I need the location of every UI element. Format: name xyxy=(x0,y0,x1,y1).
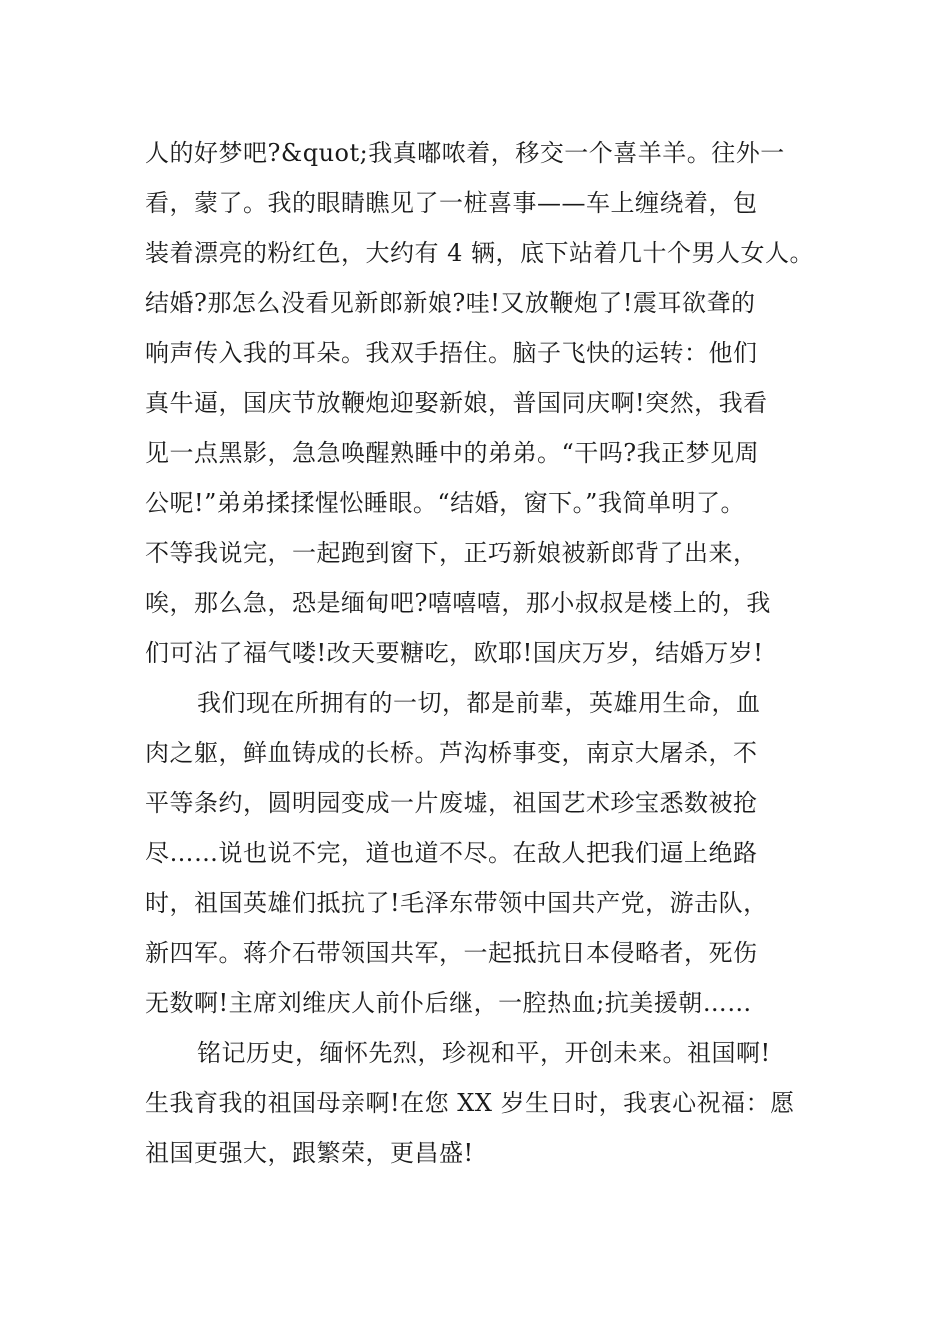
text-line: 我们现在所拥有的一切，都是前辈，英雄用生命，血 xyxy=(197,689,761,717)
text-line: 生我育我的祖国母亲啊!在您 XX 岁生日时，我衷心祝福：愿 xyxy=(145,1089,795,1117)
paragraph-2 xyxy=(145,678,825,1028)
text-line: 真牛逼，国庆节放鞭炮迎娶新娘，普国同庆啊!突然，我看 xyxy=(145,389,768,417)
text-line: 响声传入我的耳朵。我双手捂住。脑子飞快的运转：他们 xyxy=(145,339,758,367)
text-line: 平等条约，圆明园变成一片废墟，祖国艺术珍宝悉数被抢 xyxy=(145,789,758,817)
text-line: 无数啊!主席刘维庆人前仆后继，一腔热血;抗美援朝…… xyxy=(145,989,752,1017)
text-line: 人的好梦吧?&quot;我真嘟哝着，移交一个喜羊羊。往外一 xyxy=(145,139,785,167)
text-line: 装着漂亮的粉红色，大约有 4 辆，底下站着几十个男人女人。 xyxy=(145,239,815,267)
text-line: 唉，那么急，恐是缅甸吧?嘻嘻嘻，那小叔叔是楼上的，我 xyxy=(145,589,771,617)
text-line: 们可沾了福气喽!改天要糖吃，欧耶!国庆万岁，结婚万岁! xyxy=(145,639,764,667)
document-body xyxy=(145,128,825,1178)
text-line: 尽……说也说不完，道也道不尽。在敌人把我们逼上绝路 xyxy=(145,839,758,867)
text-line: 见一点黑影，急急唤醒熟睡中的弟弟。“干吗?我正梦见周 xyxy=(145,439,760,467)
text-line: 公呢!”弟弟揉揉惺忪睡眼。“结婚，窗下。”我简单明了。 xyxy=(145,489,745,517)
paragraph-1 xyxy=(145,128,825,678)
text-line: 结婚?那怎么没看见新郎新娘?哇!又放鞭炮了!震耳欲聋的 xyxy=(145,289,756,317)
text-line: 肉之躯，鲜血铸成的长桥。芦沟桥事变，南京大屠杀，不 xyxy=(145,739,758,767)
text-line: 时，祖国英雄们抵抗了!毛泽东带领中国共产党，游击队， xyxy=(145,889,768,917)
text-line: 新四军。蒋介石带领国共军，一起抵抗日本侵略者，死伤 xyxy=(145,939,758,967)
text-line: 不等我说完，一起跑到窗下，正巧新娘被新郎背了出来， xyxy=(145,539,758,567)
paragraph-3 xyxy=(145,1028,825,1178)
text-line: 看，蒙了。我的眼睛瞧见了一桩喜事——车上缠绕着，包 xyxy=(145,189,758,217)
text-line: 祖国更强大，跟繁荣，更昌盛! xyxy=(145,1139,474,1167)
text-line: 铭记历史，缅怀先烈，珍视和平，开创未来。祖国啊! xyxy=(197,1039,771,1067)
